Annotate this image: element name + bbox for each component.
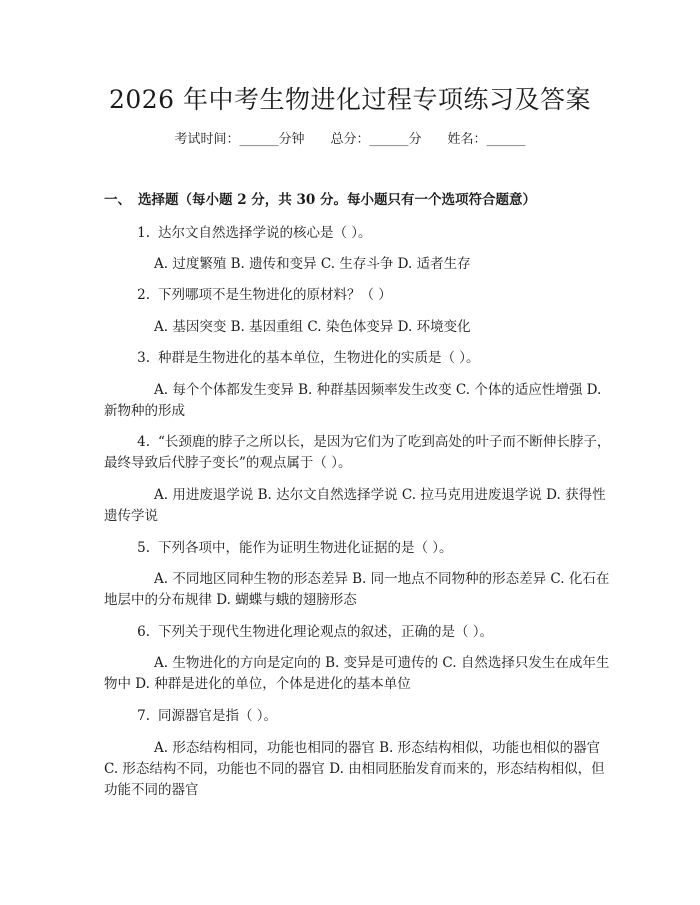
question-3 bbox=[104, 348, 616, 369]
section-heading bbox=[104, 190, 624, 210]
question-5-options: A. 不同地区同种生物的形态差异 B. 同一地点不同物种的形态差异 C. 化石在地层中的分布规律 D. 蝴蝶与蛾的翅膀形态 bbox=[104, 571, 610, 608]
student-name-field: 姓名：______ bbox=[447, 132, 526, 147]
question-number: 6. bbox=[137, 624, 150, 640]
question-stem: 种群是生物进化的基本单位，生物进化的实质是（ ）。 bbox=[158, 350, 480, 366]
question-3-options: A. 每个个体都发生变异 B. 种群基因频率发生改变 C. 个体的适应性增强 D. 新物种的形成 bbox=[104, 382, 602, 419]
question-stem: “长颈鹿的脖子之所以长，是因为它们为了吃到高处的叶子而不断伸长脖子，最终导致后代脖子变长”的观点属于（ ）。 bbox=[104, 434, 611, 471]
total-score-field: 总分：______分 bbox=[330, 132, 422, 147]
question-stem: 达尔文自然选择学说的核心是（ ）。 bbox=[158, 225, 372, 241]
question-stem: 同源器官是指（ ）。 bbox=[158, 708, 278, 724]
question-1 bbox=[104, 223, 616, 244]
question-stem: 下列哪项不是生物进化的原材料？（ ） bbox=[158, 287, 392, 303]
question-number: 3. bbox=[137, 350, 150, 366]
question-7 bbox=[104, 706, 616, 727]
question-stem: 下列各项中，能作为证明生物进化证据的是（ ）。 bbox=[158, 540, 453, 556]
exam-info-line bbox=[0, 130, 700, 150]
exam-time-field: 考试时间：______分钟 bbox=[174, 132, 305, 147]
question-number: 4. bbox=[137, 434, 150, 450]
question-4 bbox=[104, 432, 616, 474]
question-7-options: A. 形态结构相同，功能也相同的器官 B. 形态结构相似，功能也相似的器官 C. 形态结构不同，功能也不同的器官 D. 由相同胚胎发育而来的，形态结构相似，但功能不同的器官 bbox=[104, 740, 605, 798]
question-stem: 下列关于现代生物进化理论观点的叙述，正确的是（ ）。 bbox=[158, 624, 494, 640]
question-number: 7. bbox=[137, 708, 150, 724]
question-6 bbox=[104, 622, 616, 643]
question-number: 2. bbox=[137, 287, 150, 303]
question-number: 5. bbox=[137, 540, 150, 556]
section-number: 一、 bbox=[104, 192, 131, 208]
question-2-options: A. 基因突变 B. 基因重组 C. 染色体变异 D. 环境变化 bbox=[154, 319, 471, 335]
question-2 bbox=[104, 285, 616, 306]
question-1-options: A. 过度繁殖 B. 遗传和变异 C. 生存斗争 D. 适者生存 bbox=[154, 256, 471, 272]
question-5 bbox=[104, 538, 616, 559]
page-title: 2026 年中考生物进化过程专项练习及答案 bbox=[108, 85, 592, 114]
section-text: 选择题（每小题 2 分，共 30 分。每小题只有一个选项符合题意） bbox=[138, 192, 536, 208]
question-6-options: A. 生物进化的方向是定向的 B. 变异是可遗传的 C. 自然选择只发生在成年生物中 D. 种群是进化的单位，个体是进化的基本单位 bbox=[104, 655, 610, 692]
question-number: 1. bbox=[137, 225, 150, 241]
question-4-options: A. 用进废退学说 B. 达尔文自然选择学说 C. 拉马克用进废退学说 D. 获得性遗传学说 bbox=[104, 487, 606, 524]
